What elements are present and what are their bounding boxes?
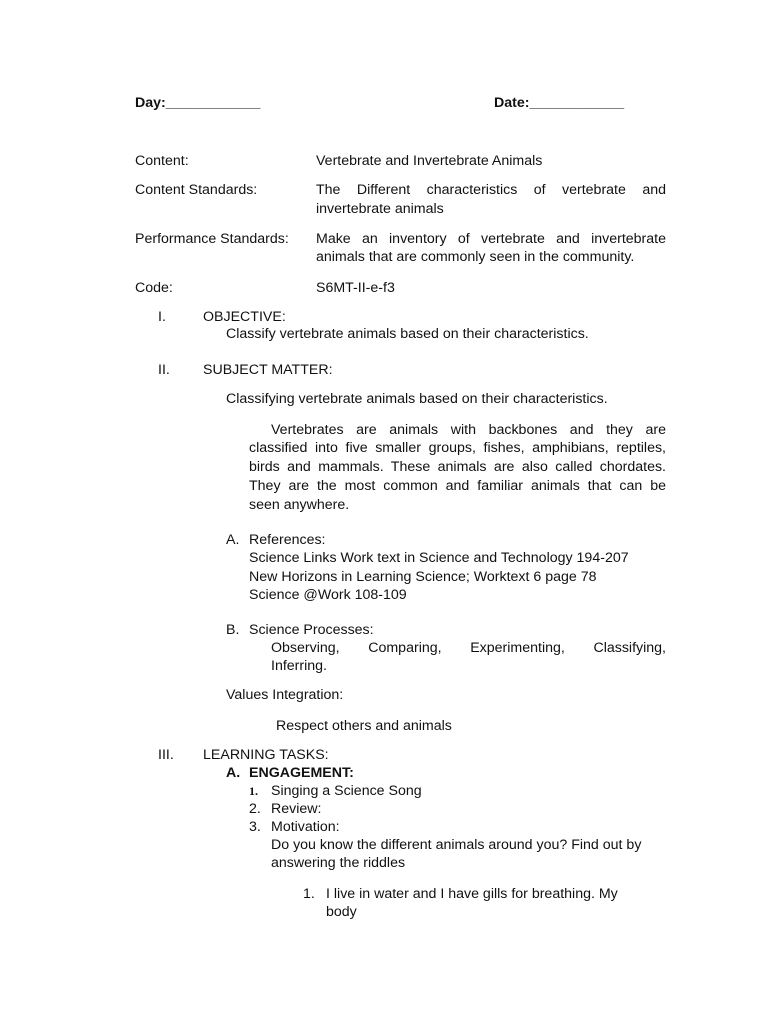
content-standards-line: invertebrate animals bbox=[316, 201, 444, 217]
content-value: Vertebrate and Invertebrate Animals bbox=[316, 153, 543, 169]
engagement-item: Review: bbox=[271, 801, 322, 817]
list-number: 3. bbox=[249, 819, 261, 835]
motivation-text: answering the riddles bbox=[271, 855, 406, 871]
objective-text: Classify vertebrate animals based on their characteristics. bbox=[226, 326, 589, 342]
content-standards-label: Content Standards: bbox=[135, 182, 258, 198]
objective-heading: OBJECTIVE: bbox=[203, 309, 286, 325]
subject-matter-topic: Classifying vertebrate animals based on their characteristics. bbox=[226, 391, 608, 407]
paragraph-line: They are the most common and familiar animals that can be bbox=[249, 478, 666, 494]
code-label: Code: bbox=[135, 280, 173, 296]
list-marker: A. bbox=[226, 532, 240, 548]
code-value: S6MT-II-e-f3 bbox=[316, 280, 395, 296]
section-numeral: III. bbox=[158, 747, 174, 763]
processes-heading: Science Processes: bbox=[249, 622, 374, 638]
values-heading: Values Integration: bbox=[226, 687, 344, 703]
processes-line: Inferring. bbox=[271, 658, 327, 674]
values-text: Respect others and animals bbox=[276, 718, 452, 734]
performance-standards-line: animals that are commonly seen in the community. bbox=[316, 249, 635, 265]
list-number: 1. bbox=[303, 886, 315, 902]
references-heading: References: bbox=[249, 532, 326, 548]
date-field: Date:____________ bbox=[494, 95, 625, 111]
subject-matter-heading: SUBJECT MATTER: bbox=[203, 362, 333, 378]
riddle-text: I live in water and I have gills for breathing. My bbox=[326, 886, 618, 902]
list-marker: A. bbox=[226, 765, 241, 781]
motivation-text: Do you know the different animals around you? Find out by bbox=[271, 837, 642, 853]
reference-item: Science @Work 108-109 bbox=[249, 587, 407, 603]
content-label: Content: bbox=[135, 153, 189, 169]
day-field: Day:____________ bbox=[135, 95, 261, 111]
performance-standards-label: Performance Standards: bbox=[135, 231, 289, 247]
reference-item: New Horizons in Learning Science; Worktext 6 page 78 bbox=[249, 569, 597, 585]
list-number: 2. bbox=[249, 801, 261, 817]
engagement-heading: ENGAGEMENT: bbox=[249, 765, 354, 781]
section-numeral: I. bbox=[158, 309, 166, 325]
engagement-item: Motivation: bbox=[271, 819, 340, 835]
engagement-item: Singing a Science Song bbox=[271, 783, 422, 799]
reference-item: Science Links Work text in Science and Technology 194-207 bbox=[249, 550, 629, 566]
content-standards-line: The Different characteristics of vertebrate and bbox=[316, 182, 666, 198]
paragraph-line: birds and mammals. These animals are also called chordates. bbox=[249, 459, 666, 475]
paragraph-line: seen anywhere. bbox=[249, 497, 350, 513]
section-numeral: II. bbox=[158, 362, 170, 378]
list-number: 1. bbox=[249, 784, 258, 798]
paragraph-line: classified into five smaller groups, fishes, amphibians, reptiles, bbox=[249, 440, 666, 456]
list-marker: B. bbox=[226, 622, 240, 638]
learning-tasks-heading: LEARNING TASKS: bbox=[203, 747, 329, 763]
riddle-text: body bbox=[326, 904, 357, 920]
paragraph-line: Vertebrates are animals with backbones and they are bbox=[271, 422, 666, 438]
processes-line: Observing, Comparing, Experimenting, Classifying, bbox=[271, 640, 666, 656]
performance-standards-line: Make an inventory of vertebrate and invertebrate bbox=[316, 231, 666, 247]
